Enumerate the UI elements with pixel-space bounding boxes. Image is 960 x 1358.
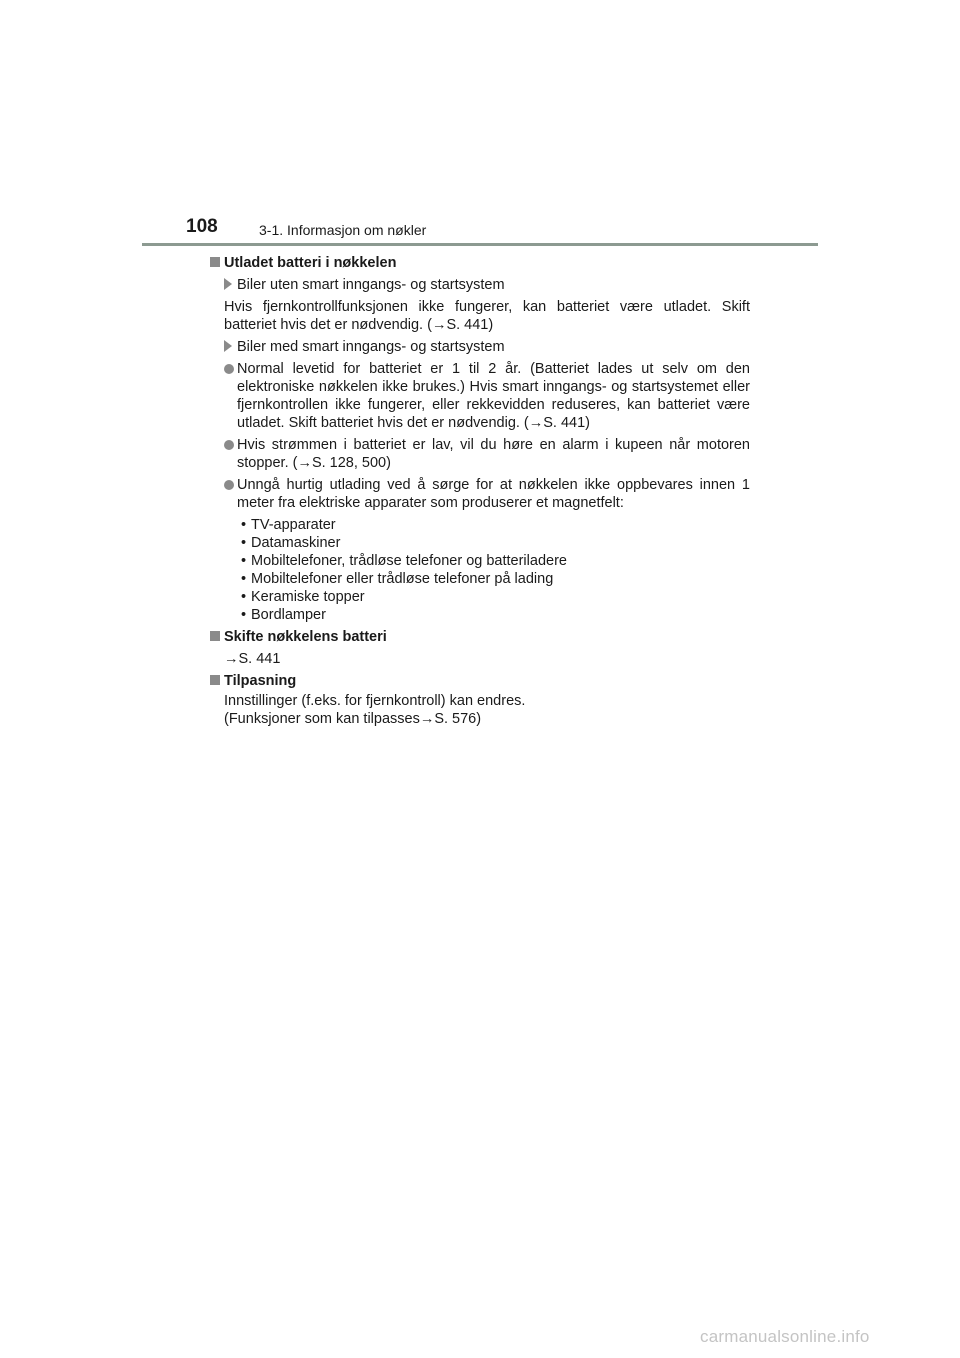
paragraph: (Funksjoner som kan tilpasses→S. 576) xyxy=(224,711,482,727)
header-rule xyxy=(142,243,818,246)
device-list xyxy=(210,516,750,624)
section-heading: Utladet batteri i nøkkelen xyxy=(210,254,750,272)
square-bullet-icon xyxy=(210,675,220,685)
section-title: 3-1. Informasjon om nøkler xyxy=(259,222,427,238)
triangle-bullet-icon xyxy=(224,340,232,352)
section-heading: Tilpasning xyxy=(210,672,750,690)
watermark: carmanualsonline.info xyxy=(700,1327,870,1346)
square-bullet-icon xyxy=(210,257,220,267)
subheading: Biler uten smart inngangs- og startsystem xyxy=(224,276,750,294)
section-heading: Skifte nøkkelens batteri xyxy=(210,628,750,646)
paragraph: Innstillinger (f.eks. for fjernkontroll) kan endres. xyxy=(224,693,526,709)
page-reference: →S. 441 xyxy=(224,651,281,667)
content xyxy=(210,254,750,728)
list-item: • TV-apparater xyxy=(241,517,336,533)
list-item: • Keramiske topper xyxy=(241,589,365,605)
page-number: 108 xyxy=(186,216,218,237)
subheading: Biler med smart inngangs- og startsystem xyxy=(224,338,750,356)
circle-bullet-icon xyxy=(224,440,234,450)
list-item: • Bordlamper xyxy=(241,607,326,623)
circle-bullet-icon xyxy=(224,364,234,374)
bullet-item: Hvis strømmen i batteriet er lav, vil du høre en alarm i kupeen når motoren stopper. (→S. 128, 500) xyxy=(210,436,750,472)
bullet-item: Normal levetid for batteriet er 1 til 2 år. (Batteriet lades ut selv om den elektroniske nøkkelen ikke brukes.) Hvis smart inngangs- og startsystemet eller fjernkontrollen ikke fungerer, eller rekkevidden reduseres, kan batteriet være utladet. Skift batteriet hvis det er nødvendig. (→S. 441) xyxy=(210,360,750,432)
list-item: • Datamaskiner xyxy=(241,535,341,551)
square-bullet-icon xyxy=(210,631,220,641)
bullet-item: Unngå hurtig utlading ved å sørge for at nøkkelen ikke oppbevares innen 1 meter fra elektriske apparater som produserer et magnetfelt: xyxy=(210,476,750,512)
paragraph: Hvis fjernkontrollfunksjonen ikke fungerer, kan batteriet være utladet. Skift batteriet hvis det er nødvendig. (→S. 441) xyxy=(224,299,750,333)
triangle-bullet-icon xyxy=(224,278,232,290)
list-item: • Mobiltelefoner, trådløse telefoner og batteriladere xyxy=(241,553,567,569)
circle-bullet-icon xyxy=(224,480,234,490)
list-item: • Mobiltelefoner eller trådløse telefoner på lading xyxy=(241,571,554,587)
